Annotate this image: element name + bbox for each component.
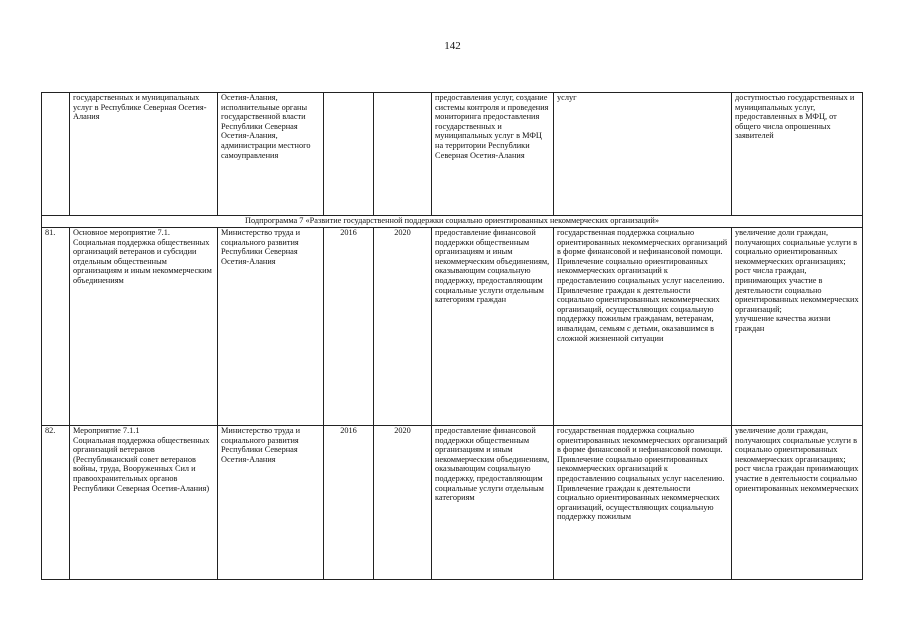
subprogram-heading: Подпрограмма 7 «Развитие государственной поддержки социально ориентированных некоммерческих организаций» — [42, 216, 863, 228]
measure-name: Основное мероприятие 7.1. Социальная поддержка общественных организаций ветеранов и субсидии отдельным общественным организациям и иным некоммерческим объединениям — [70, 228, 218, 426]
table-row — [42, 93, 863, 216]
responsible-executor: Министерство труда и социального развития Республики Северная Осетия-Алания — [218, 228, 324, 426]
measure-tasks: предоставление финансовой поддержки общественным организациям и иным некоммерческим объединениям, оказывающим социальную поддержку, предоставляющим социальные услуги отдельным категориям — [432, 426, 554, 580]
start-year: 2016 — [324, 426, 374, 580]
measure-description: государственная поддержка социально ориентированных некоммерческих организаций в форме финансовой и нефинансовой помощи. Привлечение социально ориентированных некоммерческих организаций к предоставлению социальных услуг населению. Привлечение граждан к деятельности социально ориентированных некоммерческих организаций, осуществляющих социальную поддержку пожилым гражданам, ветеранам, инвалидам, семьям с детьми, оказавшимся в сложной жизненной ситуации — [554, 228, 732, 426]
table-row — [42, 228, 863, 426]
measure-tasks: предоставления услуг, создание системы контроля и проведения мониторинга предоставления государственных и муниципальных услуг в МФЦ на территории Республики Северная Осетия-Алания — [432, 93, 554, 216]
target-indicators: увеличение доли граждан, получающих социальные услуги в социально ориентированных некоммерческих организациях; рост числа граждан принимающих участие в деятельности социально ориентированных некоммерческих — [732, 426, 863, 580]
table-row — [42, 426, 863, 580]
page-number: 142 — [444, 40, 461, 52]
row-number: 81. — [42, 228, 70, 426]
target-indicators: увеличение доли граждан, получающих социальные услуги в социально ориентированных некоммерческих организациях; рост числа граждан, принимающих участие в деятельности социально ориентированных некоммерческих организаций; улучшение качества жизни граждан — [732, 228, 863, 426]
target-indicators: доступностью государственных и муниципальных услуг, предоставленных в МФЦ, от общего числа опрошенных заявителей — [732, 93, 863, 216]
measure-name: государственных и муниципальных услуг в Республике Северная Осетия-Алания — [70, 93, 218, 216]
subprogram-row — [42, 216, 863, 228]
row-number: 82. — [42, 426, 70, 580]
row-number — [42, 93, 70, 216]
measure-description: услуг — [554, 93, 732, 216]
responsible-executor: Осетия-Алания, исполнительные органы государственной власти Республики Северная Осетия-Алания, администрации местного самоуправления — [218, 93, 324, 216]
end-year: 2020 — [374, 426, 432, 580]
end-year: 2020 — [374, 228, 432, 426]
measure-tasks: предоставление финансовой поддержки общественным организациям и иным некоммерческим объединениям, оказывающим социальную поддержку, предоставляющим социальные услуги отдельным категориям граждан — [432, 228, 554, 426]
measure-name: Мероприятие 7.1.1 Социальная поддержка общественных организаций ветеранов (Республиканский совет ветеранов войны, труда, Вооруженных Сил и правоохранительных органов Республики Северная Осетия-Алания) — [70, 426, 218, 580]
start-year — [324, 93, 374, 216]
responsible-executor: Министерство труда и социального развития Республики Северная Осетия-Алания — [218, 426, 324, 580]
measure-description: государственная поддержка социально ориентированных некоммерческих организаций в форме финансовой и нефинансовой помощи. Привлечение социально ориентированных некоммерческих организаций к предоставлению социальных услуг населению. Привлечение граждан к деятельности социально ориентированных некоммерческих организаций, осуществляющих социальную поддержку пожилым — [554, 426, 732, 580]
measures-table — [41, 92, 863, 580]
end-year — [374, 93, 432, 216]
start-year: 2016 — [324, 228, 374, 426]
